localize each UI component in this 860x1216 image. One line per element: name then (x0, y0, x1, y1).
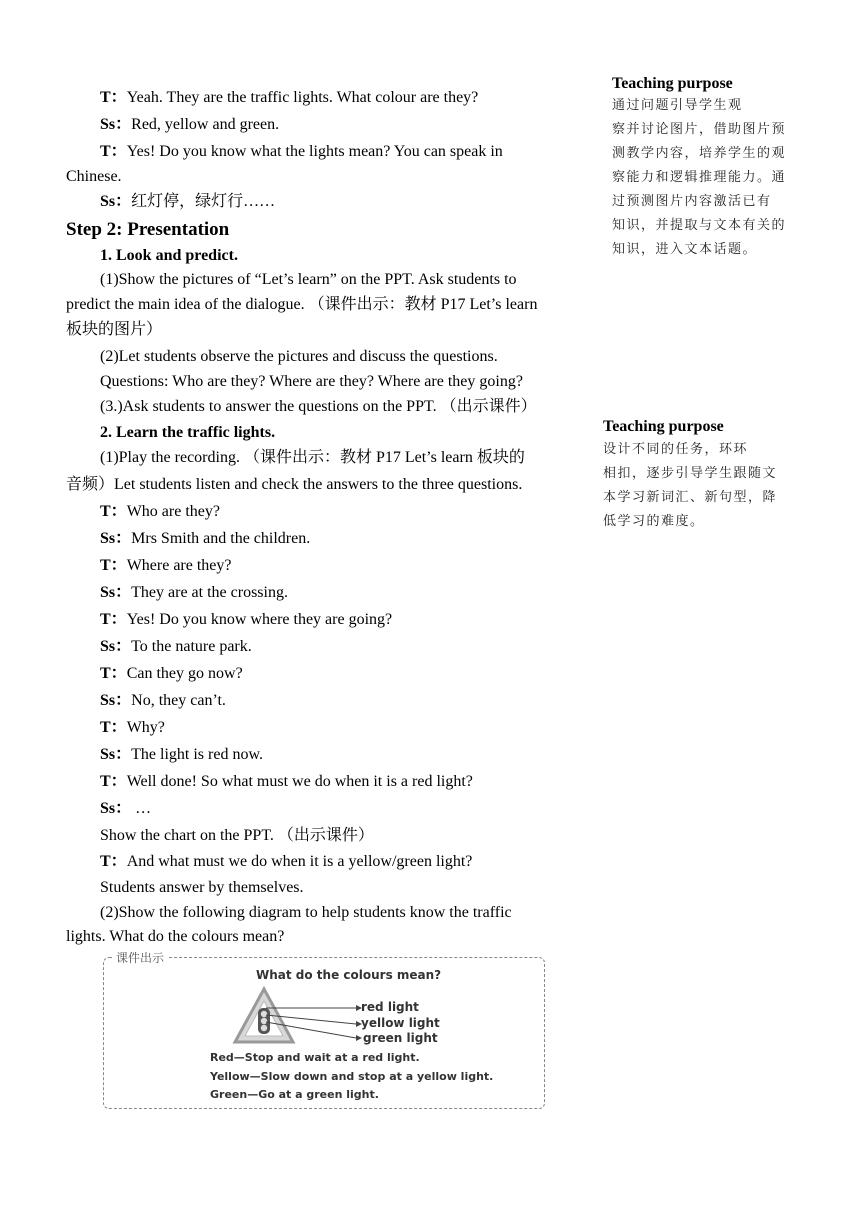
courseware-figure (103, 951, 545, 1109)
dialogue-line (100, 664, 243, 684)
dialogue-line (100, 610, 392, 630)
dialogue-line (100, 142, 503, 162)
dialogue-line (100, 718, 165, 738)
speaker: T： (100, 89, 127, 106)
side-text: 本学习新词汇、新句型，降 (603, 490, 778, 505)
paragraph-line: predict the main idea of the dialogue. （课件出示：教材 P17 Let’s learn (66, 296, 538, 313)
side-title: Teaching purpose (603, 418, 724, 435)
line-text: No, they can’t. (131, 692, 226, 709)
line-text: Can they go now? (126, 665, 243, 682)
paragraph-line: lights. What do the colours mean? (66, 928, 285, 945)
speaker: Ss： (100, 800, 132, 817)
paragraph-line: (1)Play the recording. （课件出示：教材 P17 Let’s learn 板块的 (100, 449, 525, 466)
line-text: Well done! So what must we do when it is a red light? (126, 773, 473, 790)
speaker: T： (100, 665, 127, 682)
paragraph-line: (3.)Ask students to answer the questions on the PPT. （出示课件） (100, 398, 537, 415)
label-green-light: green light (363, 1031, 438, 1045)
side-text: 知识，进入文本话题。 (612, 242, 758, 257)
pointer-arrows (264, 998, 364, 1048)
line-text: Yes! Do you know where they are going? (126, 611, 393, 628)
speaker: T： (100, 853, 127, 870)
subsection-heading: 2. Learn the traffic lights. (100, 424, 276, 441)
paragraph-line: (2)Show the following diagram to help students know the traffic (100, 904, 512, 921)
line-text: 红灯停，绿灯行…… (131, 193, 276, 210)
paragraph-line: Students answer by themselves. (100, 879, 304, 896)
line-text: And what must we do when it is a yellow/green light? (126, 853, 473, 870)
dialogue-line (100, 799, 151, 819)
side-text: 相扣，逐步引导学生跟随文 (603, 466, 778, 481)
speaker: T： (100, 143, 127, 160)
paragraph-line: 音频）Let students listen and check the answers to the three questions. (66, 476, 523, 493)
subsection-heading: 1. Look and predict. (100, 247, 238, 264)
label-yellow-light: yellow light (361, 1016, 440, 1030)
side-text: 察能力和逻辑推理能力。通 (612, 170, 787, 185)
dialogue-line (100, 772, 473, 792)
label-red-light: red light (361, 1000, 419, 1014)
dialogue-line (100, 115, 279, 135)
line-text: Yes! Do you know what the lights mean? You can speak in (126, 143, 503, 160)
side-text: 过预测图片内容激活已有 (612, 194, 772, 209)
line-text: Who are they? (126, 503, 220, 520)
speaker: Ss： (100, 638, 132, 655)
speaker: Ss： (100, 193, 132, 210)
dialogue-line-cont: Chinese. (66, 168, 122, 185)
line-text: … (131, 800, 152, 817)
speaker: Ss： (100, 584, 132, 601)
paragraph-line: Show the chart on the PPT. （出示课件） (100, 827, 374, 844)
side-text: 低学习的难度。 (603, 514, 705, 529)
line-text: They are at the crossing. (131, 584, 288, 601)
speaker: T： (100, 503, 127, 520)
figure-tag: 课件出示 (112, 949, 168, 966)
dialogue-line (100, 502, 220, 522)
paragraph-line: (1)Show the pictures of “Let’s learn” on the PPT. Ask students to (100, 271, 517, 288)
dialogue-line (100, 583, 288, 603)
dialogue-line (100, 637, 252, 657)
speaker: T： (100, 611, 127, 628)
side-title: Teaching purpose (612, 75, 733, 92)
side-text: 设计不同的任务，环环 (603, 442, 749, 457)
paragraph-line: (2)Let students observe the pictures and discuss the questions. (100, 348, 498, 365)
speaker: T： (100, 773, 127, 790)
line-text: The light is red now. (131, 746, 263, 763)
line-text: Red, yellow and green. (131, 116, 280, 133)
speaker: Ss： (100, 746, 132, 763)
dialogue-line (100, 529, 310, 549)
dialogue-line (100, 556, 232, 576)
dialogue-line (100, 88, 478, 108)
figure-line-green: Green—Go at a green light. (210, 1088, 379, 1101)
side-text: 知识，并提取与文本有关的 (612, 218, 787, 233)
dialogue-line (100, 691, 226, 711)
speaker: Ss： (100, 116, 132, 133)
figure-line-red: Red—Stop and wait at a red light. (210, 1051, 420, 1064)
line-text: To the nature park. (131, 638, 252, 655)
dialogue-line (100, 192, 275, 212)
line-text: Why? (126, 719, 165, 736)
speaker: Ss： (100, 530, 132, 547)
speaker: T： (100, 719, 127, 736)
speaker: Ss： (100, 692, 132, 709)
paragraph-line: 板块的图片） (66, 321, 163, 338)
line-text: Where are they? (126, 557, 232, 574)
line-text: Mrs Smith and the children. (131, 530, 311, 547)
side-text: 通过问题引导学生观 (612, 98, 743, 113)
figure-question: What do the colours mean? (256, 968, 442, 982)
dialogue-line (100, 745, 263, 765)
figure-line-yellow: Yellow—Slow down and stop at a yellow light. (210, 1070, 494, 1083)
side-text: 测教学内容，培养学生的观 (612, 146, 787, 161)
speaker: T： (100, 557, 127, 574)
line-text: Yeah. They are the traffic lights. What colour are they? (126, 89, 479, 106)
section-heading: Step 2: Presentation (66, 219, 230, 240)
paragraph-line: Questions: Who are they? Where are they? Where are they going? (100, 373, 523, 390)
side-text: 察并讨论图片，借助图片预 (612, 122, 787, 137)
dialogue-line (100, 852, 472, 872)
